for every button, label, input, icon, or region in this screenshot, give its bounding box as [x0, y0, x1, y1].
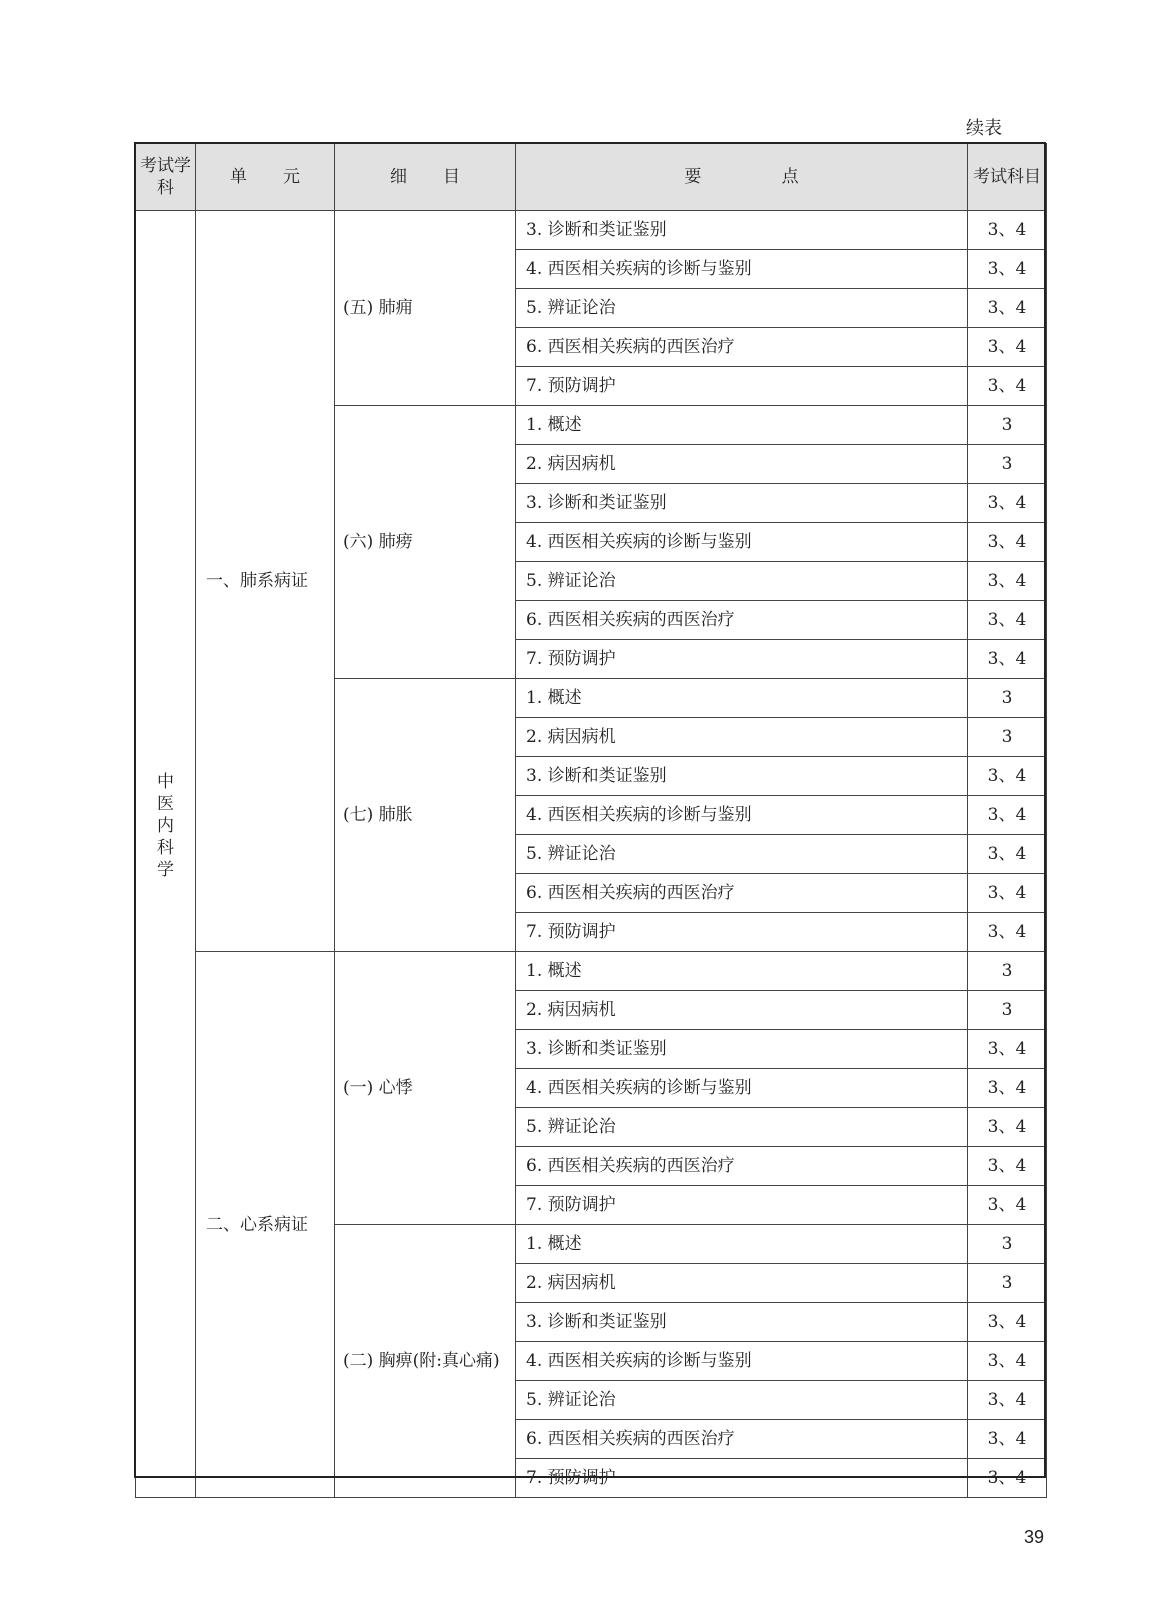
point-cell: 2. 病因病机 [516, 718, 968, 757]
page-number: 39 [1024, 1527, 1045, 1547]
point-cell: 7. 预防调护 [516, 913, 968, 952]
point-cell: 2. 病因病机 [516, 445, 968, 484]
unit-cell: 一、肺系病证 [196, 211, 335, 952]
point-cell: 5. 辨证论治 [516, 289, 968, 328]
point-cell: 6. 西医相关疾病的西医治疗 [516, 874, 968, 913]
header-exam-code: 考试科目 [968, 144, 1047, 211]
subject-label: 中医内科学 [157, 772, 174, 880]
point-cell: 1. 概述 [516, 679, 968, 718]
exam-code-cell: 3、4 [968, 640, 1047, 679]
exam-code-cell: 3 [968, 406, 1047, 445]
point-cell: 4. 西医相关疾病的诊断与鉴别 [516, 250, 968, 289]
point-cell: 7. 预防调护 [516, 1186, 968, 1225]
syllabus-table [135, 143, 1047, 1498]
point-cell: 7. 预防调护 [516, 367, 968, 406]
point-cell: 3. 诊断和类证鉴别 [516, 1030, 968, 1069]
header-subject: 考试学科 [136, 144, 196, 211]
point-cell: 5. 辨证论治 [516, 562, 968, 601]
exam-code-cell: 3、4 [968, 562, 1047, 601]
exam-code-cell: 3 [968, 991, 1047, 1030]
continued-label: 续表 [966, 118, 1002, 139]
item-cell: (一) 心悸 [335, 952, 516, 1225]
point-cell: 6. 西医相关疾病的西医治疗 [516, 1420, 968, 1459]
item-cell: (五) 肺痈 [335, 211, 516, 406]
exam-code-cell: 3、4 [968, 835, 1047, 874]
header-item: 细 目 [335, 144, 516, 211]
point-cell: 2. 病因病机 [516, 991, 968, 1030]
point-cell: 3. 诊断和类证鉴别 [516, 757, 968, 796]
point-cell: 3. 诊断和类证鉴别 [516, 211, 968, 250]
exam-code-cell: 3、4 [968, 211, 1047, 250]
point-cell: 4. 西医相关疾病的诊断与鉴别 [516, 1069, 968, 1108]
unit-cell: 二、心系病证 [196, 952, 335, 1498]
point-cell: 3. 诊断和类证鉴别 [516, 1303, 968, 1342]
point-cell: 4. 西医相关疾病的诊断与鉴别 [516, 796, 968, 835]
exam-code-cell: 3、4 [968, 1303, 1047, 1342]
table-row [136, 952, 1047, 991]
item-cell: (六) 肺痨 [335, 406, 516, 679]
exam-code-cell: 3、4 [968, 1108, 1047, 1147]
item-cell: (七) 肺胀 [335, 679, 516, 952]
exam-code-cell: 3、4 [968, 601, 1047, 640]
exam-code-cell: 3、4 [968, 1186, 1047, 1225]
point-cell: 6. 西医相关疾病的西医治疗 [516, 328, 968, 367]
exam-code-cell: 3 [968, 1264, 1047, 1303]
exam-code-cell: 3、4 [968, 1147, 1047, 1186]
exam-code-cell: 3、4 [968, 1342, 1047, 1381]
point-cell: 4. 西医相关疾病的诊断与鉴别 [516, 523, 968, 562]
point-cell: 3. 诊断和类证鉴别 [516, 484, 968, 523]
header-points: 要 点 [516, 144, 968, 211]
point-cell: 4. 西医相关疾病的诊断与鉴别 [516, 1342, 968, 1381]
exam-code-cell: 3、4 [968, 1381, 1047, 1420]
item-cell: (二) 胸痹(附:真心痛) [335, 1225, 516, 1498]
exam-code-cell: 3 [968, 718, 1047, 757]
exam-code-cell: 3 [968, 1225, 1047, 1264]
exam-code-cell: 3、4 [968, 913, 1047, 952]
exam-code-cell: 3、4 [968, 757, 1047, 796]
point-cell: 5. 辨证论治 [516, 1381, 968, 1420]
point-cell: 5. 辨证论治 [516, 1108, 968, 1147]
point-cell: 1. 概述 [516, 406, 968, 445]
table-row [136, 211, 1047, 250]
exam-code-cell: 3、4 [968, 1420, 1047, 1459]
point-cell: 6. 西医相关疾病的西医治疗 [516, 601, 968, 640]
exam-code-cell: 3、4 [968, 1030, 1047, 1069]
table-body [136, 211, 1047, 1498]
point-cell: 7. 预防调护 [516, 1459, 968, 1498]
exam-code-cell: 3、4 [968, 484, 1047, 523]
exam-code-cell: 3 [968, 952, 1047, 991]
exam-code-cell: 3、4 [968, 328, 1047, 367]
exam-code-cell: 3、4 [968, 289, 1047, 328]
exam-code-cell: 3、4 [968, 1069, 1047, 1108]
exam-code-cell: 3、4 [968, 367, 1047, 406]
exam-code-cell: 3、4 [968, 1459, 1047, 1498]
exam-code-cell: 3、4 [968, 523, 1047, 562]
subject-cell [136, 211, 196, 1498]
exam-code-cell: 3、4 [968, 874, 1047, 913]
exam-code-cell: 3、4 [968, 250, 1047, 289]
point-cell: 2. 病因病机 [516, 1264, 968, 1303]
exam-code-cell: 3 [968, 445, 1047, 484]
point-cell: 1. 概述 [516, 952, 968, 991]
point-cell: 6. 西医相关疾病的西医治疗 [516, 1147, 968, 1186]
point-cell: 7. 预防调护 [516, 640, 968, 679]
table-header-row [136, 144, 1047, 211]
point-cell: 5. 辨证论治 [516, 835, 968, 874]
exam-code-cell: 3 [968, 679, 1047, 718]
exam-code-cell: 3、4 [968, 796, 1047, 835]
header-unit: 单 元 [196, 144, 335, 211]
point-cell: 1. 概述 [516, 1225, 968, 1264]
